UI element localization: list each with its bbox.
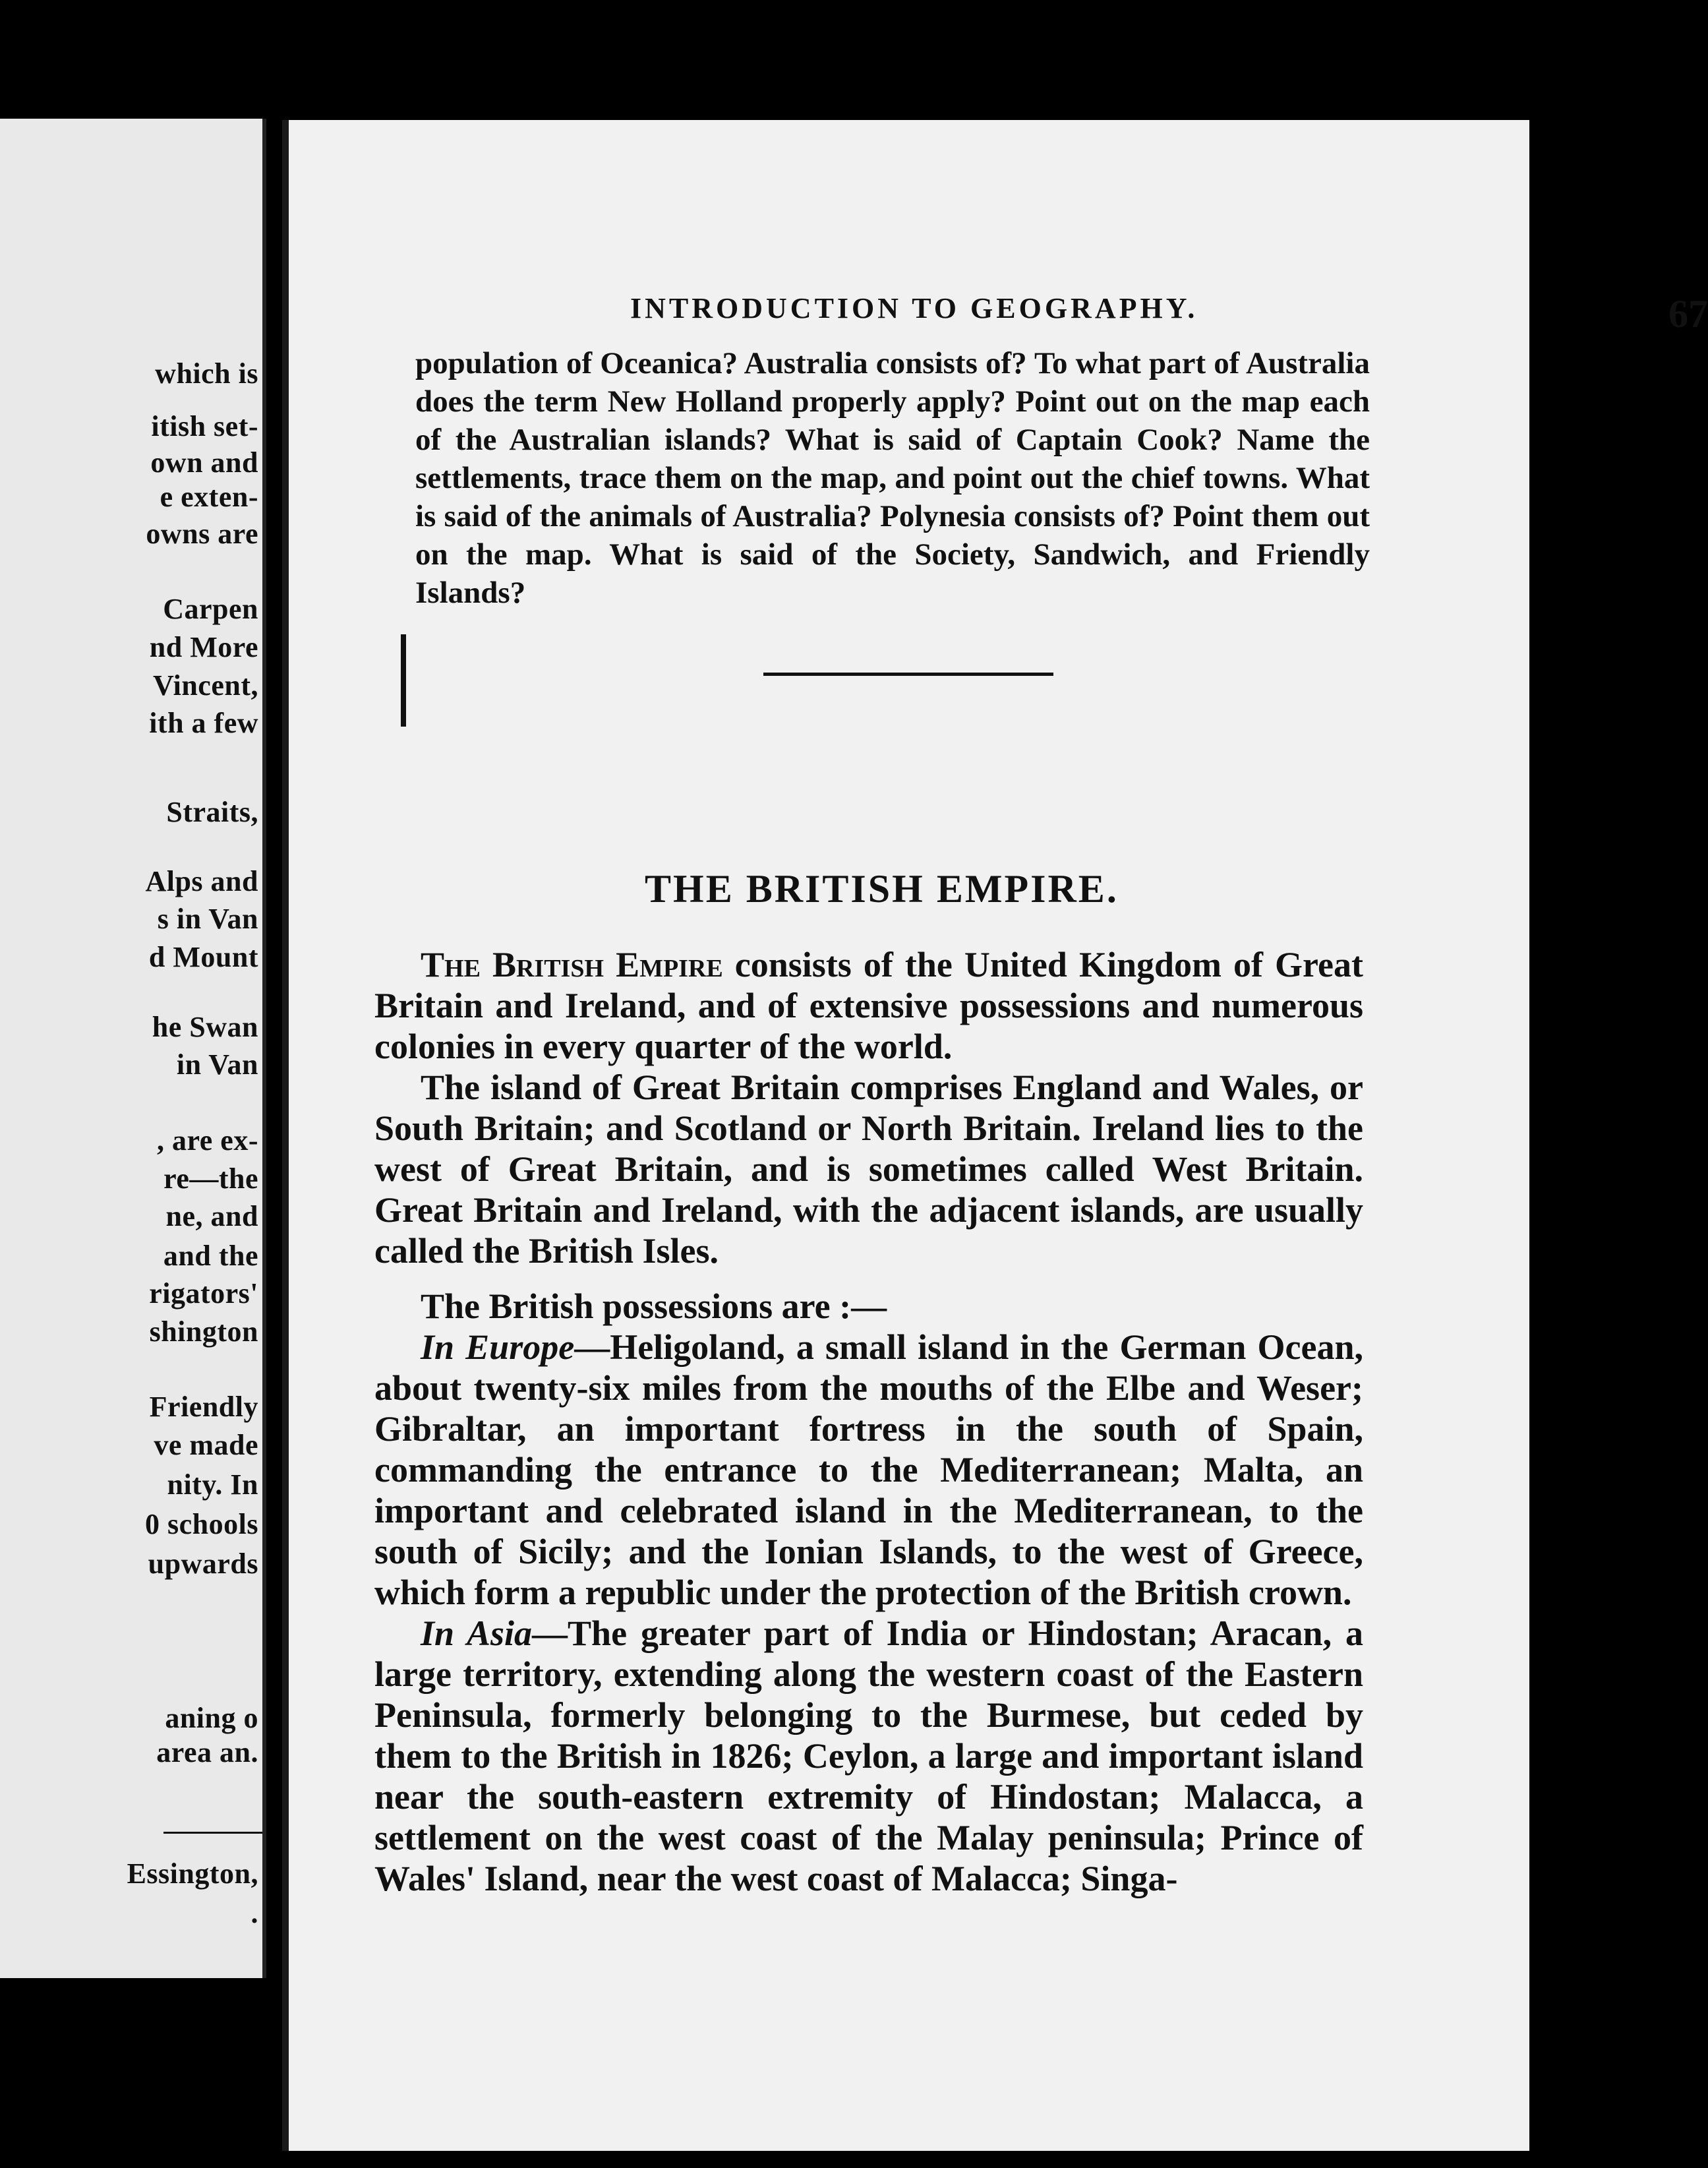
prev-page-line: Alps and [145, 865, 258, 897]
book-page [282, 120, 1708, 2151]
prev-page-line: ne, and [165, 1200, 258, 1232]
section-title: THE BRITISH EMPIRE. [645, 867, 1119, 911]
prev-page-line: , are ex- [157, 1124, 258, 1157]
prev-page-line: own and [150, 446, 258, 479]
prev-page-line: Straits, [166, 796, 258, 828]
previous-page-fragment [0, 119, 266, 1978]
paragraph [374, 944, 1363, 1067]
section-divider [763, 673, 1053, 676]
review-questions: population of Oceanica? Australia consists of? To what part of Australia does the term New Holland properly apply? Point out on the map each of the Australian islands? What is said of Captain Cook? Name the settlements, trace them on the map, and point out the chief towns. What is said of the animals of Australia? Polynesia consists of? Point them out on the map. What is said of the Society, Sandwich, and Friendly Islands? [415, 346, 1370, 610]
prev-page-line: ve made [154, 1429, 258, 1461]
prev-page-line: which is [155, 357, 258, 390]
prev-page-line: Friendly [149, 1391, 258, 1423]
prev-page-line: Carpen [163, 593, 258, 625]
paragraph: The British possessions are :— [421, 1286, 887, 1326]
prev-page-line: nity. In [167, 1468, 258, 1501]
paragraph-text: consists of the United Kingdom of Great Britain and Ireland, and of extensive possessions and numerous colonies in every quarter of the world. [374, 945, 1363, 1066]
prev-page-line: area an. [156, 1736, 258, 1768]
prev-page-line: in Van [176, 1048, 258, 1081]
prev-page-line: s in Van [157, 903, 258, 935]
page-number: 67 [1668, 292, 1708, 336]
margin-mark [401, 634, 406, 727]
prev-page-line: . [250, 1897, 258, 1929]
prev-page-line: re—the [163, 1162, 258, 1195]
prev-page-line: aning o [165, 1702, 258, 1734]
lead-phrase: The British Empire [421, 945, 723, 984]
prev-page-line: owns are [146, 518, 258, 550]
prev-page-line: d Mount [148, 941, 258, 973]
prev-page-line: he Swan [152, 1011, 258, 1043]
lead-phrase: In Europe [421, 1327, 575, 1367]
prev-page-line: Essington, [127, 1857, 258, 1890]
prev-page-line: e exten- [160, 481, 258, 513]
divider [163, 1832, 262, 1834]
prev-page-line: itish set- [151, 410, 258, 442]
prev-page-line: and the [163, 1240, 258, 1272]
paragraph-text: —Heligoland, a small island in the German Ocean, about twenty-six miles from the mouths of the Elbe and Weser; Gibraltar, an important fortress in the south of Spain, commanding the entrance to the Mediterranean; Malta, an important and celebrated island in the Mediterranean, to the south of Sicily; and the Ionian Islands, to the west of Greece, which form a republic under the protection of the British crown. [374, 1327, 1363, 1612]
lead-phrase: In Asia [421, 1613, 533, 1653]
paragraph [374, 1613, 1363, 1899]
section-body [374, 944, 1363, 1899]
prev-page-line: 0 schools [145, 1508, 258, 1540]
prev-page-line: shington [149, 1315, 258, 1348]
prev-page-line: rigators' [149, 1277, 258, 1310]
paragraph: The island of Great Britain comprises England and Wales, or South Britain; and Scotland or North Britain. Ireland lies to the west of Great Britain, and is sometimes called West Britain. Great Britain and Ireland, with the adjacent islands, are usually called the British Isles. [374, 1068, 1363, 1271]
prev-page-line: Vincent, [152, 669, 258, 702]
running-head [630, 291, 1708, 336]
running-title: INTRODUCTION TO GEOGRAPHY. [630, 292, 1198, 324]
prev-page-line: nd More [149, 631, 258, 663]
paragraph-text: —The greater part of India or Hindostan; Aracan, a large territory, extending along the western coast of the Eastern Peninsula, formerly belonging to the Burmese, but ceded by them to the British in 1826; Ceylon, a large and important island near the south-eastern extremity of Hindostan; Malacca, a settlement on the west coast of the Malay peninsula; Prince of Wales' Island, near the west coast of Malacca; Singa- [374, 1613, 1364, 1898]
paragraph [374, 1327, 1363, 1613]
prev-page-line: ith a few [149, 707, 258, 739]
prev-page-line: upwards [148, 1548, 258, 1580]
